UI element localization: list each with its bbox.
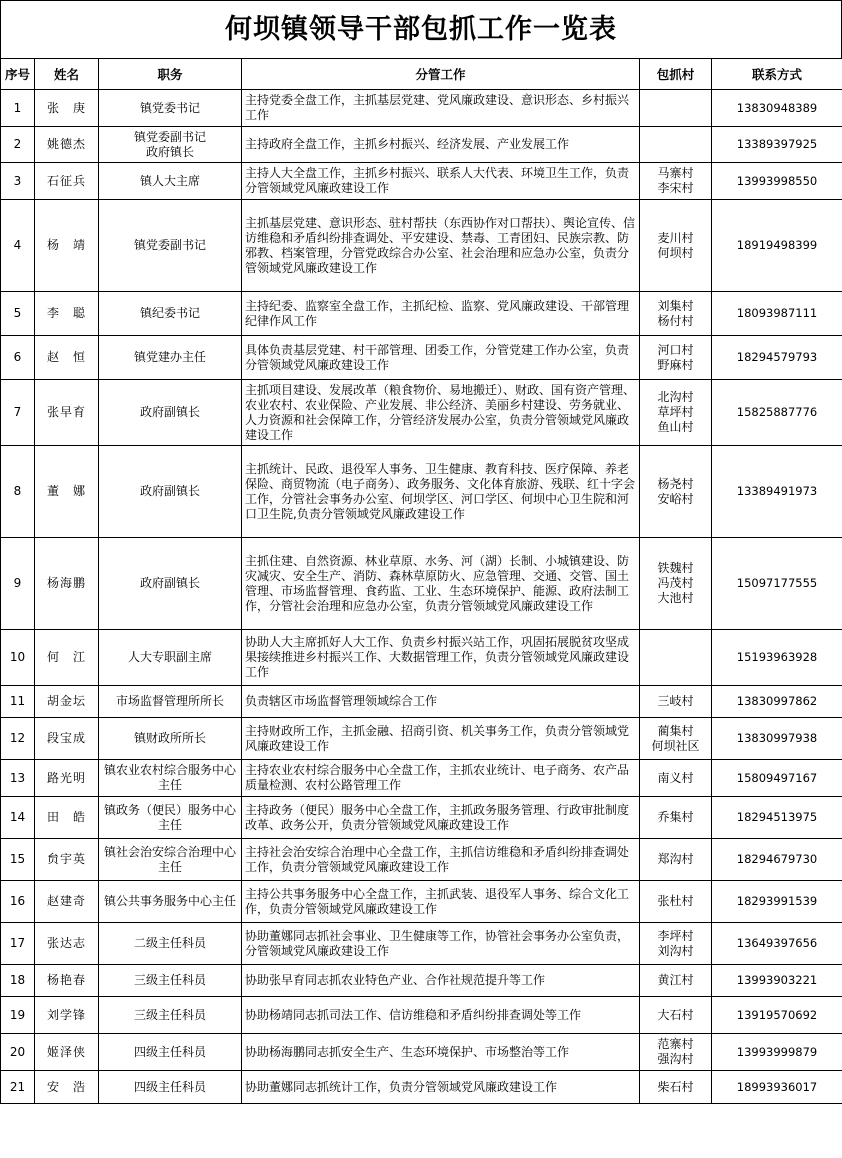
row-number: 3 xyxy=(1,163,35,200)
row-villages: 刘集村 杨付村 xyxy=(640,292,712,336)
row-number: 6 xyxy=(1,336,35,380)
row-position: 二级主任科员 xyxy=(99,923,242,965)
row-phone: 13830948389 xyxy=(712,90,842,127)
row-position: 镇社会治安综合治理中心主任 xyxy=(99,839,242,881)
table-row xyxy=(1,1034,842,1071)
row-villages: 张杜村 xyxy=(640,881,712,923)
row-phone: 13993999879 xyxy=(712,1034,842,1071)
row-villages: 蔺集村 何坝社区 xyxy=(640,718,712,760)
table-row xyxy=(1,997,842,1034)
header-phone: 联系方式 xyxy=(712,59,842,90)
table-row xyxy=(1,292,842,336)
row-phone: 15809497167 xyxy=(712,760,842,797)
row-villages: 黄江村 xyxy=(640,965,712,997)
row-work: 主持政务（便民）服务中心全盘工作，主抓政务服务管理、行政审批制度改革、政务公开，负责分管领域党风廉政建设工作 xyxy=(242,797,640,839)
header-name: 姓名 xyxy=(35,59,99,90)
row-name: 路光明 xyxy=(35,760,99,797)
row-work: 主持财政所工作，主抓金融、招商引资、机关事务工作，负责分管领域党风廉政建设工作 xyxy=(242,718,640,760)
row-position: 政府副镇长 xyxy=(99,446,242,538)
row-phone: 18293991539 xyxy=(712,881,842,923)
table-row xyxy=(1,538,842,630)
row-work: 主抓项目建设、发展改革（粮食物价、易地搬迁）、财政、国有资产管理、农业农村、农业保险、产业发展、非公经济、美丽乡村建设、劳务就业、人力资源和社会保障工作，分管经济发展办公室，负责分管领域党风廉政建设工作 xyxy=(242,380,640,446)
row-phone: 18294513975 xyxy=(712,797,842,839)
table-row xyxy=(1,163,842,200)
row-phone: 15825887776 xyxy=(712,380,842,446)
row-name: 姬泽侠 xyxy=(35,1034,99,1071)
row-work: 主持社会治安综合治理中心全盘工作，主抓信访维稳和矛盾纠纷排查调处工作，负责分管领域党风廉政建设工作 xyxy=(242,839,640,881)
row-position: 政府副镇长 xyxy=(99,538,242,630)
row-phone: 13389491973 xyxy=(712,446,842,538)
row-phone: 18294579793 xyxy=(712,336,842,380)
row-position: 四级主任科员 xyxy=(99,1071,242,1104)
row-villages: 范寨村 强沟村 xyxy=(640,1034,712,1071)
row-position: 镇人大主席 xyxy=(99,163,242,200)
row-phone: 15097177555 xyxy=(712,538,842,630)
row-work: 协助董娜同志抓社会事业、卫生健康等工作，协管社会事务办公室负责，分管领域党风廉政建设工作 xyxy=(242,923,640,965)
row-position: 镇党委书记 xyxy=(99,90,242,127)
row-phone: 15193963928 xyxy=(712,630,842,686)
row-work: 协助杨海鹏同志抓安全生产、生态环境保护、市场整治等工作 xyxy=(242,1034,640,1071)
row-work: 主抓基层党建、意识形态、驻村帮扶（东西协作对口帮扶）、舆论宣传、信访维稳和矛盾纠纷排查调处、平安建设、禁毒、工青团妇、民族宗教、防邪教、档案管理，分管党政综合办公室、社会治理和应急办公室，负责分管领域党风廉政建设工作 xyxy=(242,200,640,292)
table-header-row xyxy=(1,59,842,90)
row-villages: 柴石村 xyxy=(640,1071,712,1104)
row-villages: 大石村 xyxy=(640,997,712,1034)
row-name: 杨 靖 xyxy=(35,200,99,292)
row-number: 19 xyxy=(1,997,35,1034)
table-row xyxy=(1,965,842,997)
header-villages: 包抓村 xyxy=(640,59,712,90)
row-villages: 郑沟村 xyxy=(640,839,712,881)
row-number: 13 xyxy=(1,760,35,797)
row-number: 21 xyxy=(1,1071,35,1104)
row-villages: 李坪村 刘沟村 xyxy=(640,923,712,965)
row-phone: 13993903221 xyxy=(712,965,842,997)
row-number: 10 xyxy=(1,630,35,686)
row-name: 董 娜 xyxy=(35,446,99,538)
table-row xyxy=(1,90,842,127)
row-villages: 马寨村 李宋村 xyxy=(640,163,712,200)
row-work: 主持纪委、监察室全盘工作，主抓纪检、监察、党风廉政建设、干部管理纪律作风工作 xyxy=(242,292,640,336)
row-name: 杨海鹏 xyxy=(35,538,99,630)
leadership-table xyxy=(0,58,842,1104)
table-row xyxy=(1,1071,842,1104)
row-number: 18 xyxy=(1,965,35,997)
row-villages: 南义村 xyxy=(640,760,712,797)
table-row xyxy=(1,797,842,839)
row-work: 主持党委全盘工作，主抓基层党建、党风廉政建设、意识形态、乡村振兴工作 xyxy=(242,90,640,127)
row-work: 主抓统计、民政、退役军人事务、卫生健康、教育科技、医疗保障、养老保险、商贸物流（电子商务）、政务服务、文化体育旅游、残联、红十字会工作，分管社会事务办公室、何坝学区、河口学区、何坝中心卫生院和河口卫生院,负责分管领域党风廉政建设工作 xyxy=(242,446,640,538)
row-work: 主持公共事务服务中心全盘工作，主抓武装、退役军人事务、综合文化工作，负责分管领域党风廉政建设工作 xyxy=(242,881,640,923)
row-name: 姚德杰 xyxy=(35,127,99,163)
row-work: 主持政府全盘工作，主抓乡村振兴、经济发展、产业发展工作 xyxy=(242,127,640,163)
row-number: 4 xyxy=(1,200,35,292)
row-name: 张 庚 xyxy=(35,90,99,127)
table-row xyxy=(1,686,842,718)
row-phone: 13993998550 xyxy=(712,163,842,200)
table-row xyxy=(1,127,842,163)
row-number: 17 xyxy=(1,923,35,965)
row-villages xyxy=(640,127,712,163)
row-villages: 北沟村 草坪村 鱼山村 xyxy=(640,380,712,446)
row-position: 人大专职副主席 xyxy=(99,630,242,686)
header-position: 职务 xyxy=(99,59,242,90)
row-phone: 13830997938 xyxy=(712,718,842,760)
row-number: 5 xyxy=(1,292,35,336)
row-position: 镇政务（便民）服务中心主任 xyxy=(99,797,242,839)
table-row xyxy=(1,923,842,965)
row-phone: 18993936017 xyxy=(712,1071,842,1104)
table-row xyxy=(1,839,842,881)
row-number: 14 xyxy=(1,797,35,839)
row-work: 协助董娜同志抓统计工作，负责分管领域党风廉政建设工作 xyxy=(242,1071,640,1104)
row-number: 12 xyxy=(1,718,35,760)
row-work: 协助张早育同志抓农业特色产业、合作社规范提升等工作 xyxy=(242,965,640,997)
row-name: 赵建奇 xyxy=(35,881,99,923)
row-position: 三级主任科员 xyxy=(99,997,242,1034)
row-number: 20 xyxy=(1,1034,35,1071)
row-phone: 18294679730 xyxy=(712,839,842,881)
row-name: 石征兵 xyxy=(35,163,99,200)
row-name: 张早育 xyxy=(35,380,99,446)
row-name: 李 聪 xyxy=(35,292,99,336)
row-work: 负责辖区市场监督管理领域综合工作 xyxy=(242,686,640,718)
row-number: 11 xyxy=(1,686,35,718)
table-row xyxy=(1,380,842,446)
row-phone: 18093987111 xyxy=(712,292,842,336)
row-phone: 13830997862 xyxy=(712,686,842,718)
row-villages: 三岐村 xyxy=(640,686,712,718)
row-work: 协助人大主席抓好人大工作、负责乡村振兴站工作，巩固拓展脱贫攻坚成果接续推进乡村振兴工作、大数据管理工作，负责分管领域党风廉政建设工作 xyxy=(242,630,640,686)
row-name: 田 皓 xyxy=(35,797,99,839)
row-name: 刘学锋 xyxy=(35,997,99,1034)
row-villages xyxy=(640,630,712,686)
row-villages: 乔集村 xyxy=(640,797,712,839)
row-number: 16 xyxy=(1,881,35,923)
row-phone: 13919570692 xyxy=(712,997,842,1034)
row-villages xyxy=(640,90,712,127)
row-name: 贠宇英 xyxy=(35,839,99,881)
row-position: 镇党建办主任 xyxy=(99,336,242,380)
row-name: 张达志 xyxy=(35,923,99,965)
row-position: 镇财政所所长 xyxy=(99,718,242,760)
row-name: 胡金坛 xyxy=(35,686,99,718)
table-row xyxy=(1,200,842,292)
row-phone: 18919498399 xyxy=(712,200,842,292)
row-work: 主持农业农村综合服务中心全盘工作，主抓农业统计、电子商务、农产品质量检测、农村公路管理工作 xyxy=(242,760,640,797)
table-row xyxy=(1,881,842,923)
header-work: 分管工作 xyxy=(242,59,640,90)
table-row xyxy=(1,718,842,760)
row-name: 赵 恒 xyxy=(35,336,99,380)
row-villages: 铁魏村 冯茂村 大池村 xyxy=(640,538,712,630)
row-number: 15 xyxy=(1,839,35,881)
row-position: 镇农业农村综合服务中心主任 xyxy=(99,760,242,797)
table-row xyxy=(1,760,842,797)
row-name: 段宝成 xyxy=(35,718,99,760)
row-name: 何 江 xyxy=(35,630,99,686)
table-row xyxy=(1,446,842,538)
table-row xyxy=(1,336,842,380)
row-position: 镇公共事务服务中心主任 xyxy=(99,881,242,923)
row-position: 镇党委副书记 政府镇长 xyxy=(99,127,242,163)
row-position: 镇纪委书记 xyxy=(99,292,242,336)
header-no: 序号 xyxy=(1,59,35,90)
row-number: 2 xyxy=(1,127,35,163)
row-work: 主抓住建、自然资源、林业草原、水务、河（湖）长制、小城镇建设、防灾减灾、安全生产、消防、森林草原防火、应急管理、交通、交管、国土管理、市场监督管理、食药监、工业、生态环境保护、能源、政府法制工作，分管社会治理和应急办公室，负责分管领域党风廉政建设工作 xyxy=(242,538,640,630)
row-name: 杨艳春 xyxy=(35,965,99,997)
row-name: 安 浩 xyxy=(35,1071,99,1104)
row-villages: 杨尧村 安峪村 xyxy=(640,446,712,538)
row-number: 8 xyxy=(1,446,35,538)
row-position: 镇党委副书记 xyxy=(99,200,242,292)
table-row xyxy=(1,630,842,686)
row-number: 7 xyxy=(1,380,35,446)
row-phone: 13389397925 xyxy=(712,127,842,163)
row-position: 市场监督管理所所长 xyxy=(99,686,242,718)
row-position: 政府副镇长 xyxy=(99,380,242,446)
row-position: 四级主任科员 xyxy=(99,1034,242,1071)
row-phone: 13649397656 xyxy=(712,923,842,965)
row-villages: 河口村 野麻村 xyxy=(640,336,712,380)
row-position: 三级主任科员 xyxy=(99,965,242,997)
row-work: 主持人大全盘工作，主抓乡村振兴、联系人大代表、环境卫生工作，负责分管领域党风廉政建设工作 xyxy=(242,163,640,200)
row-work: 具体负责基层党建、村干部管理、团委工作，分管党建工作办公室，负责分管领域党风廉政建设工作 xyxy=(242,336,640,380)
row-work: 协助杨靖同志抓司法工作、信访维稳和矛盾纠纷排查调处等工作 xyxy=(242,997,640,1034)
row-villages: 麦川村 何坝村 xyxy=(640,200,712,292)
row-number: 1 xyxy=(1,90,35,127)
document-title: 何坝镇领导干部包抓工作一览表 xyxy=(0,0,842,58)
row-number: 9 xyxy=(1,538,35,630)
